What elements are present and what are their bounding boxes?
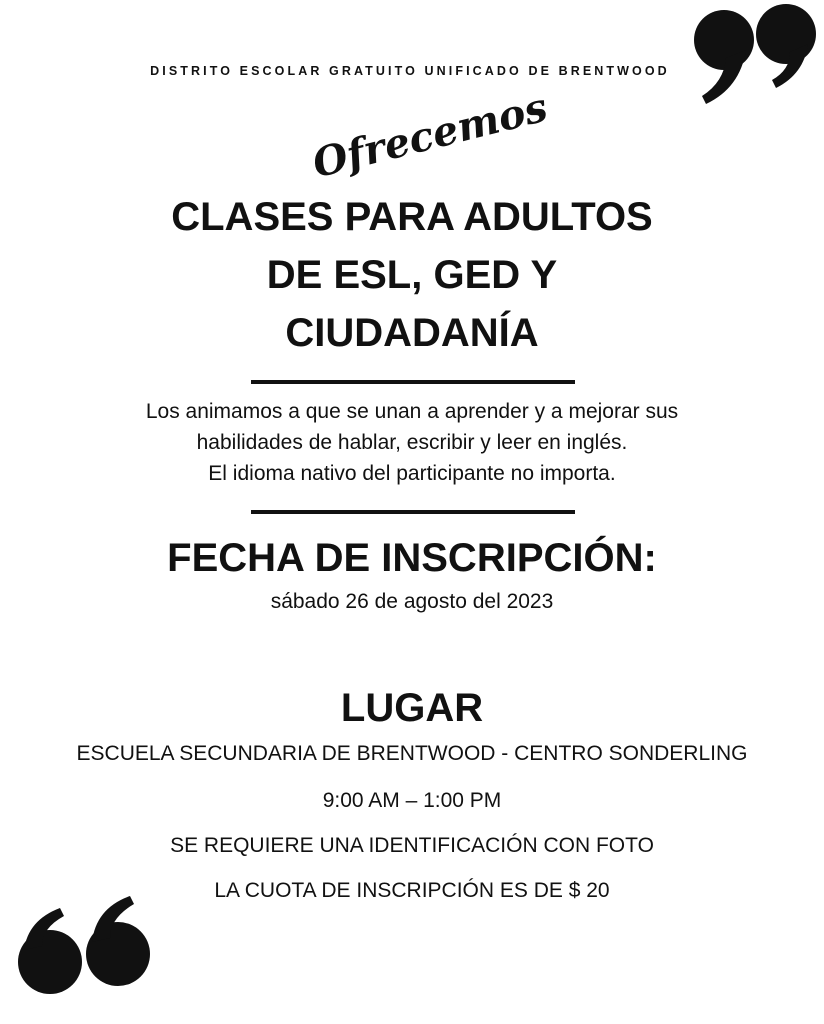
location-hours: 9:00 AM – 1:00 PM [322,789,502,812]
offer-heading: Ofrecemos [307,83,553,188]
title-line-1: CLASES PARA ADULTOS [171,195,653,239]
location-school: ESCUELA SECUNDARIA DE BRENTWOOD - CENTRO SONDERLING [76,742,748,765]
opening-quote-icon [10,890,160,1005]
district-name: DISTRITO ESCOLAR GRATUITO UNIFICADO DE BRENTWOOD [150,64,670,78]
intro-line-1: Los animamos a que se unan a aprender y a mejorar sus [145,400,679,423]
title-line-3: CIUDADANÍA [285,311,539,355]
registration-title: FECHA DE INSCRIPCIÓN: [167,536,657,580]
divider-top [251,380,575,384]
title-line-2: DE ESL, GED Y [266,253,558,297]
location-title: LUGAR [340,686,484,730]
registration-date: sábado 26 de agosto del 2023 [270,590,554,613]
registration-fee: LA CUOTA DE INSCRIPCIÓN ES DE $ 20 [214,879,610,902]
intro-line-3: El idioma nativo del participante no importa. [208,462,616,485]
intro-line-2: habilidades de hablar, escribir y leer en inglés. [196,431,628,454]
id-requirement: SE REQUIERE UNA IDENTIFICACIÓN CON FOTO [170,834,654,857]
divider-bottom [251,510,575,514]
closing-quote-icon [684,0,824,110]
